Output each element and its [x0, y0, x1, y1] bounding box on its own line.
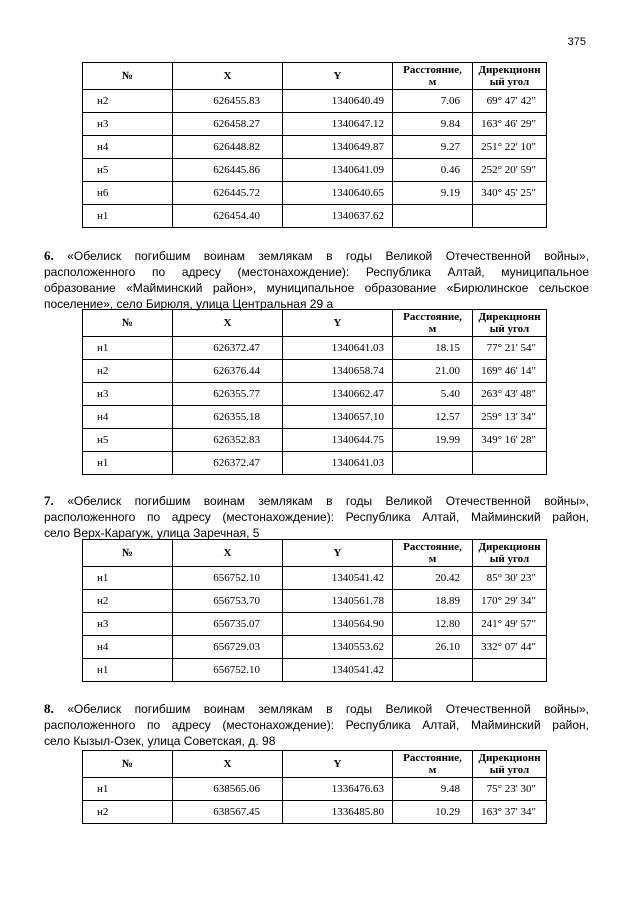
- cell-angle: 349° 16' 28": [473, 429, 547, 452]
- cell-angle: 75° 23' 30": [473, 778, 547, 801]
- page-number: 375: [567, 36, 586, 48]
- header-distance-line1: Расстояние,: [403, 311, 462, 323]
- cell-point: н2: [83, 360, 173, 383]
- cell-y: 1340641.03: [283, 452, 393, 475]
- cell-angle: 241° 49' 57": [473, 613, 547, 636]
- header-distance: [393, 751, 473, 778]
- cell-x: 656752.10: [173, 659, 283, 682]
- header-y: Y: [283, 751, 393, 778]
- cell-point: н4: [83, 136, 173, 159]
- cell-distance: 7.06: [393, 90, 473, 113]
- table-row: [83, 778, 547, 801]
- cell-y: 1340662.47: [283, 383, 393, 406]
- cell-x: 656729.03: [173, 636, 283, 659]
- table-row: [83, 659, 547, 682]
- section-6-line3: образование «Майминский район», муниципальное образование «Бирюлинское сельское: [44, 281, 589, 295]
- section-8-line1: «Обелиск погибшим воинам землякам в годы Великой Отечественной войны»,: [67, 702, 589, 716]
- cell-angle: 170° 29' 34": [473, 590, 547, 613]
- cell-angle: 77° 21' 54": [473, 337, 547, 360]
- cell-point: н5: [83, 159, 173, 182]
- cell-y: 1340657.10: [283, 406, 393, 429]
- table-row: [83, 590, 547, 613]
- table-header-row: [83, 63, 547, 90]
- cell-y: 1340647.12: [283, 113, 393, 136]
- cell-y: 1340658.74: [283, 360, 393, 383]
- cell-distance: 9.48: [393, 778, 473, 801]
- cell-y: 1340640.65: [283, 182, 393, 205]
- cell-point: н3: [83, 613, 173, 636]
- cell-distance: 21.00: [393, 360, 473, 383]
- section-7-line2: расположенного по адресу (местонахождение): Республика Алтай, Майминский район,: [44, 510, 589, 524]
- table-row: [83, 113, 547, 136]
- header-num: №: [83, 540, 173, 567]
- cell-x: 626454.40: [173, 205, 283, 228]
- cell-y: 1340641.03: [283, 337, 393, 360]
- section-8-line3: село Кызыл-Озек, улица Советская, д. 98: [44, 734, 276, 748]
- table-header-row: [83, 540, 547, 567]
- cell-y: 1340641.09: [283, 159, 393, 182]
- cell-x: 626355.18: [173, 406, 283, 429]
- table-row: [83, 337, 547, 360]
- table-row: [83, 452, 547, 475]
- table-row: [83, 90, 547, 113]
- table-row: [83, 613, 547, 636]
- cell-point: н2: [83, 90, 173, 113]
- cell-angle: 252° 20' 59": [473, 159, 547, 182]
- cell-x: 626448.82: [173, 136, 283, 159]
- header-angle-line2: ый угол: [489, 76, 530, 88]
- section-6-line1: «Обелиск погибшим воинам землякам в годы Великой Отечественной войны»,: [67, 249, 589, 263]
- cell-angle: 163° 46' 29": [473, 113, 547, 136]
- cell-x: 626445.72: [173, 182, 283, 205]
- cell-distance: [393, 205, 473, 228]
- cell-angle: 85° 30' 23": [473, 567, 547, 590]
- cell-point: н5: [83, 429, 173, 452]
- cell-angle: 332° 07' 44": [473, 636, 547, 659]
- header-angle-line1: Дирекционн: [478, 311, 541, 323]
- header-distance-line1: Расстояние,: [403, 541, 462, 553]
- cell-distance: 26.10: [393, 636, 473, 659]
- cell-x: 656735.07: [173, 613, 283, 636]
- header-distance: [393, 540, 473, 567]
- table-row: [83, 159, 547, 182]
- table-row: [83, 636, 547, 659]
- cell-x: 626372.47: [173, 452, 283, 475]
- cell-y: 1340637.62: [283, 205, 393, 228]
- cell-x: 626372.47: [173, 337, 283, 360]
- cell-angle: 251° 22' 10": [473, 136, 547, 159]
- header-angle: [473, 540, 547, 567]
- table-header-row: [83, 310, 547, 337]
- cell-x: 626355.77: [173, 383, 283, 406]
- cell-point: н1: [83, 452, 173, 475]
- cell-x: 626352.83: [173, 429, 283, 452]
- table-row: [83, 182, 547, 205]
- cell-x: 626376.44: [173, 360, 283, 383]
- section-6-description: [44, 248, 589, 312]
- cell-angle: 163° 37' 34": [473, 801, 547, 824]
- cell-distance: 9.84: [393, 113, 473, 136]
- cell-distance: 12.57: [393, 406, 473, 429]
- header-angle-line2: ый угол: [489, 553, 530, 565]
- header-angle-line2: ый угол: [489, 764, 530, 776]
- cell-distance: 20.42: [393, 567, 473, 590]
- header-distance: [393, 63, 473, 90]
- header-num: №: [83, 310, 173, 337]
- cell-distance: 19.99: [393, 429, 473, 452]
- cell-point: н1: [83, 659, 173, 682]
- cell-x: 656752.10: [173, 567, 283, 590]
- coordinates-table-section-6: [82, 309, 547, 475]
- cell-point: н3: [83, 113, 173, 136]
- cell-x: 626458.27: [173, 113, 283, 136]
- cell-angle: [473, 452, 547, 475]
- cell-distance: 9.19: [393, 182, 473, 205]
- cell-point: н6: [83, 182, 173, 205]
- header-distance-line2: м: [428, 553, 437, 565]
- table-row: [83, 383, 547, 406]
- cell-point: н4: [83, 406, 173, 429]
- table-row: [83, 801, 547, 824]
- coordinates-table-continued: [82, 62, 547, 228]
- cell-point: н2: [83, 801, 173, 824]
- header-x: X: [173, 310, 283, 337]
- section-7-description: [44, 493, 589, 541]
- header-distance-line1: Расстояние,: [403, 752, 462, 764]
- table-row: [83, 406, 547, 429]
- cell-y: 1340640.49: [283, 90, 393, 113]
- cell-point: н3: [83, 383, 173, 406]
- cell-angle: 259° 13' 34": [473, 406, 547, 429]
- cell-angle: [473, 659, 547, 682]
- section-7-number: 7.: [44, 493, 54, 508]
- section-6-number: 6.: [44, 248, 54, 263]
- cell-distance: 12.80: [393, 613, 473, 636]
- cell-angle: 263° 43' 48": [473, 383, 547, 406]
- cell-distance: [393, 659, 473, 682]
- header-y: Y: [283, 540, 393, 567]
- header-angle: [473, 63, 547, 90]
- header-angle-line2: ый угол: [489, 323, 530, 335]
- cell-y: 1340649.87: [283, 136, 393, 159]
- section-8-description: [44, 701, 589, 749]
- section-7-line1: «Обелиск погибшим воинам землякам в годы Великой Отечественной войны»,: [67, 494, 589, 508]
- header-y: Y: [283, 63, 393, 90]
- header-x: X: [173, 751, 283, 778]
- cell-y: 1336476.63: [283, 778, 393, 801]
- cell-angle: [473, 205, 547, 228]
- cell-point: н1: [83, 337, 173, 360]
- cell-distance: 10.29: [393, 801, 473, 824]
- header-distance-line2: м: [428, 323, 437, 335]
- cell-y: 1340541.42: [283, 659, 393, 682]
- header-distance: [393, 310, 473, 337]
- cell-distance: 9.27: [393, 136, 473, 159]
- header-num: №: [83, 63, 173, 90]
- cell-distance: 18.89: [393, 590, 473, 613]
- table-row: [83, 205, 547, 228]
- cell-y: 1336485.80: [283, 801, 393, 824]
- cell-point: н2: [83, 590, 173, 613]
- section-8-number: 8.: [44, 701, 54, 716]
- header-distance-line2: м: [428, 764, 437, 776]
- coordinates-table-section-7: [82, 539, 547, 682]
- cell-distance: 0.46: [393, 159, 473, 182]
- cell-y: 1340553.62: [283, 636, 393, 659]
- cell-angle: 169° 46' 14": [473, 360, 547, 383]
- coordinates-table-section-8: [82, 750, 547, 824]
- cell-distance: 5.40: [393, 383, 473, 406]
- header-distance-line1: Расстояние,: [403, 64, 462, 76]
- header-angle: [473, 310, 547, 337]
- cell-distance: [393, 452, 473, 475]
- cell-x: 638565.06: [173, 778, 283, 801]
- cell-angle: 69° 47' 42": [473, 90, 547, 113]
- table-row: [83, 567, 547, 590]
- cell-y: 1340644.75: [283, 429, 393, 452]
- table-row: [83, 429, 547, 452]
- table-row: [83, 360, 547, 383]
- table-row: [83, 136, 547, 159]
- cell-distance: 18.15: [393, 337, 473, 360]
- cell-point: н1: [83, 778, 173, 801]
- header-distance-line2: м: [428, 76, 437, 88]
- header-angle: [473, 751, 547, 778]
- header-angle-line1: Дирекционн: [478, 541, 541, 553]
- cell-x: 656753.70: [173, 590, 283, 613]
- section-8-line2: расположенного по адресу (местонахождение): Республика Алтай, Майминский район,: [44, 718, 589, 732]
- cell-x: 626455.83: [173, 90, 283, 113]
- table-header-row: [83, 751, 547, 778]
- cell-y: 1340541.42: [283, 567, 393, 590]
- header-angle-line1: Дирекционн: [478, 752, 541, 764]
- cell-x: 638567.45: [173, 801, 283, 824]
- header-x: X: [173, 540, 283, 567]
- section-6-line2: расположенного по адресу (местонахождение): Республика Алтай, муниципальное: [44, 265, 589, 279]
- header-num: №: [83, 751, 173, 778]
- header-x: X: [173, 63, 283, 90]
- cell-y: 1340561.78: [283, 590, 393, 613]
- section-7-line3: село Верх-Карагуж, улица Заречная, 5: [44, 526, 260, 540]
- cell-x: 626445.86: [173, 159, 283, 182]
- cell-angle: 340° 45' 25": [473, 182, 547, 205]
- section-6-line4: поселение», село Бирюля, улица Центральная 29 а: [44, 297, 334, 311]
- header-angle-line1: Дирекционн: [478, 64, 541, 76]
- cell-y: 1340564.90: [283, 613, 393, 636]
- header-y: Y: [283, 310, 393, 337]
- cell-point: н4: [83, 636, 173, 659]
- cell-point: н1: [83, 205, 173, 228]
- cell-point: н1: [83, 567, 173, 590]
